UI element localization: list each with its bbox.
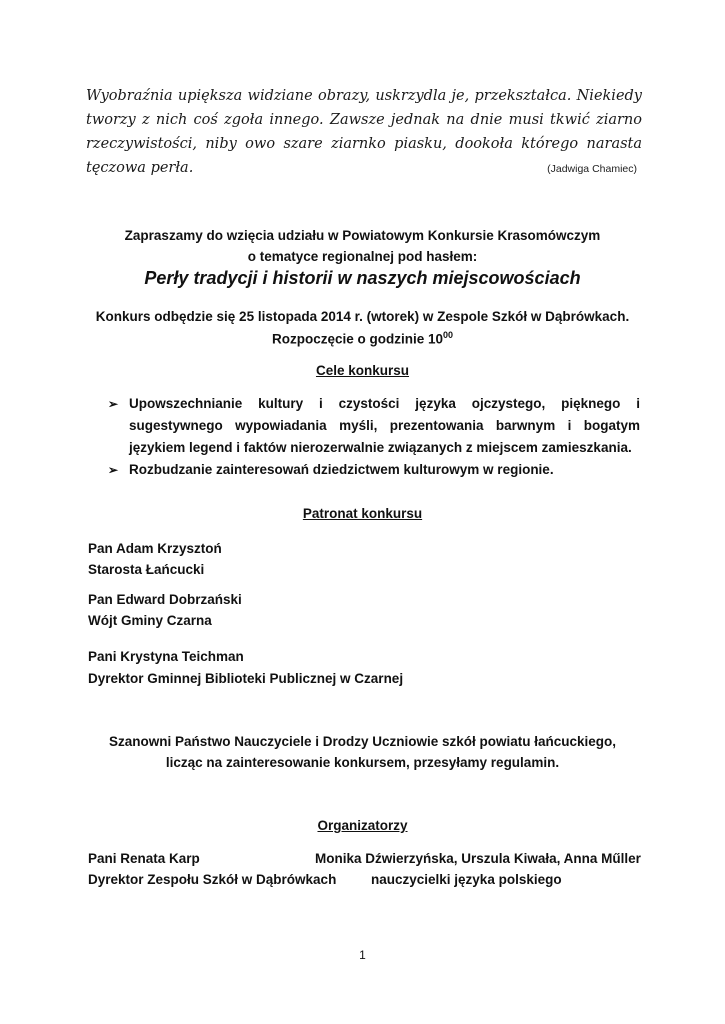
organizer-left <box>88 848 336 890</box>
quote-text: Wyobraźnia upiększa widziane obrazy, uskrzydla je, przekształca. Niekiedy tworzy z nich coś zgoła innego. Zawsze jednak na dnie musi tkwić ziarno rzeczywistości, niby owo szare ziarnko piasku, dookoła którego narasta tęczowa perła. <box>86 88 642 176</box>
goal-item-text: Upowszechnianie kultury i czystości języka ojczystego, pięknego i sugestywnego wypowiadania myśli, prezentowania barwnym i bogatym językiem legend i faktów nierozerwalnie związanych z miejscem zamieszkania. <box>129 396 640 455</box>
organizers-heading: Organizatorzy <box>317 818 408 833</box>
page-number: 1 <box>359 948 366 962</box>
arrow-bullet-icon: ➢ <box>108 397 119 411</box>
organizer-role: nauczycielki języka polskiego <box>371 872 562 887</box>
contest-start-line <box>0 330 725 347</box>
patron-name: Pan Edward Dobrzański <box>88 592 242 607</box>
quote-author: (Jadwiga Chamiec) <box>547 163 637 175</box>
patron-entry <box>88 589 242 631</box>
patronage-heading: Patronat konkursu <box>302 506 423 521</box>
invitation-line-2: o tematyce regionalnej pod hasłem: <box>247 249 478 264</box>
organizer-role: Dyrektor Zespołu Szkół w Dąbrówkach <box>88 872 337 887</box>
address-line-2: licząc na zainteresowanie konkursem, przesyłamy regulamin. <box>165 755 560 770</box>
patron-name: Pani Krystyna Teichman <box>88 649 244 664</box>
organizer-name: Monika Dźwierzyńska, Urszula Kiwała, Anna Műller <box>315 851 641 866</box>
organizer-right <box>315 848 641 890</box>
patron-role: Starosta Łańcucki <box>88 562 205 577</box>
address-line-1: Szanowni Państwo Nauczyciele i Drodzy Uczniowie szkół powiatu łańcuckiego, <box>108 734 617 749</box>
patron-role: Dyrektor Gminnej Biblioteki Publicznej w Czarnej <box>88 671 404 686</box>
goal-item <box>108 459 640 481</box>
patron-name: Pan Adam Krzysztoń <box>88 541 222 556</box>
start-time-text: Rozpoczęcie o godzinie 10 <box>271 331 443 347</box>
patron-entry <box>88 538 222 580</box>
organizer-name: Pani Renata Karp <box>88 851 200 866</box>
start-time-minutes: 00 <box>443 330 454 340</box>
arrow-bullet-icon: ➢ <box>108 463 119 477</box>
contest-title: Perły tradycji i historii w naszych miejscowościach <box>144 268 581 288</box>
patron-role: Wójt Gminy Czarna <box>88 613 212 628</box>
patron-entry <box>88 646 403 690</box>
invitation-line-1: Zapraszamy do wzięcia udziału w Powiatowym Konkursie Krasomówczym <box>124 228 601 243</box>
goal-item <box>108 393 640 459</box>
goals-heading: Cele konkursu <box>315 363 410 378</box>
contest-date-line: Konkurs odbędzie się 25 listopada 2014 r. (wtorek) w Zespole Szkół w Dąbrówkach. <box>95 309 630 324</box>
goals-list <box>108 393 640 481</box>
goal-item-text: Rozbudzanie zainteresowań dziedzictwem kulturowym w regionie. <box>129 462 554 477</box>
